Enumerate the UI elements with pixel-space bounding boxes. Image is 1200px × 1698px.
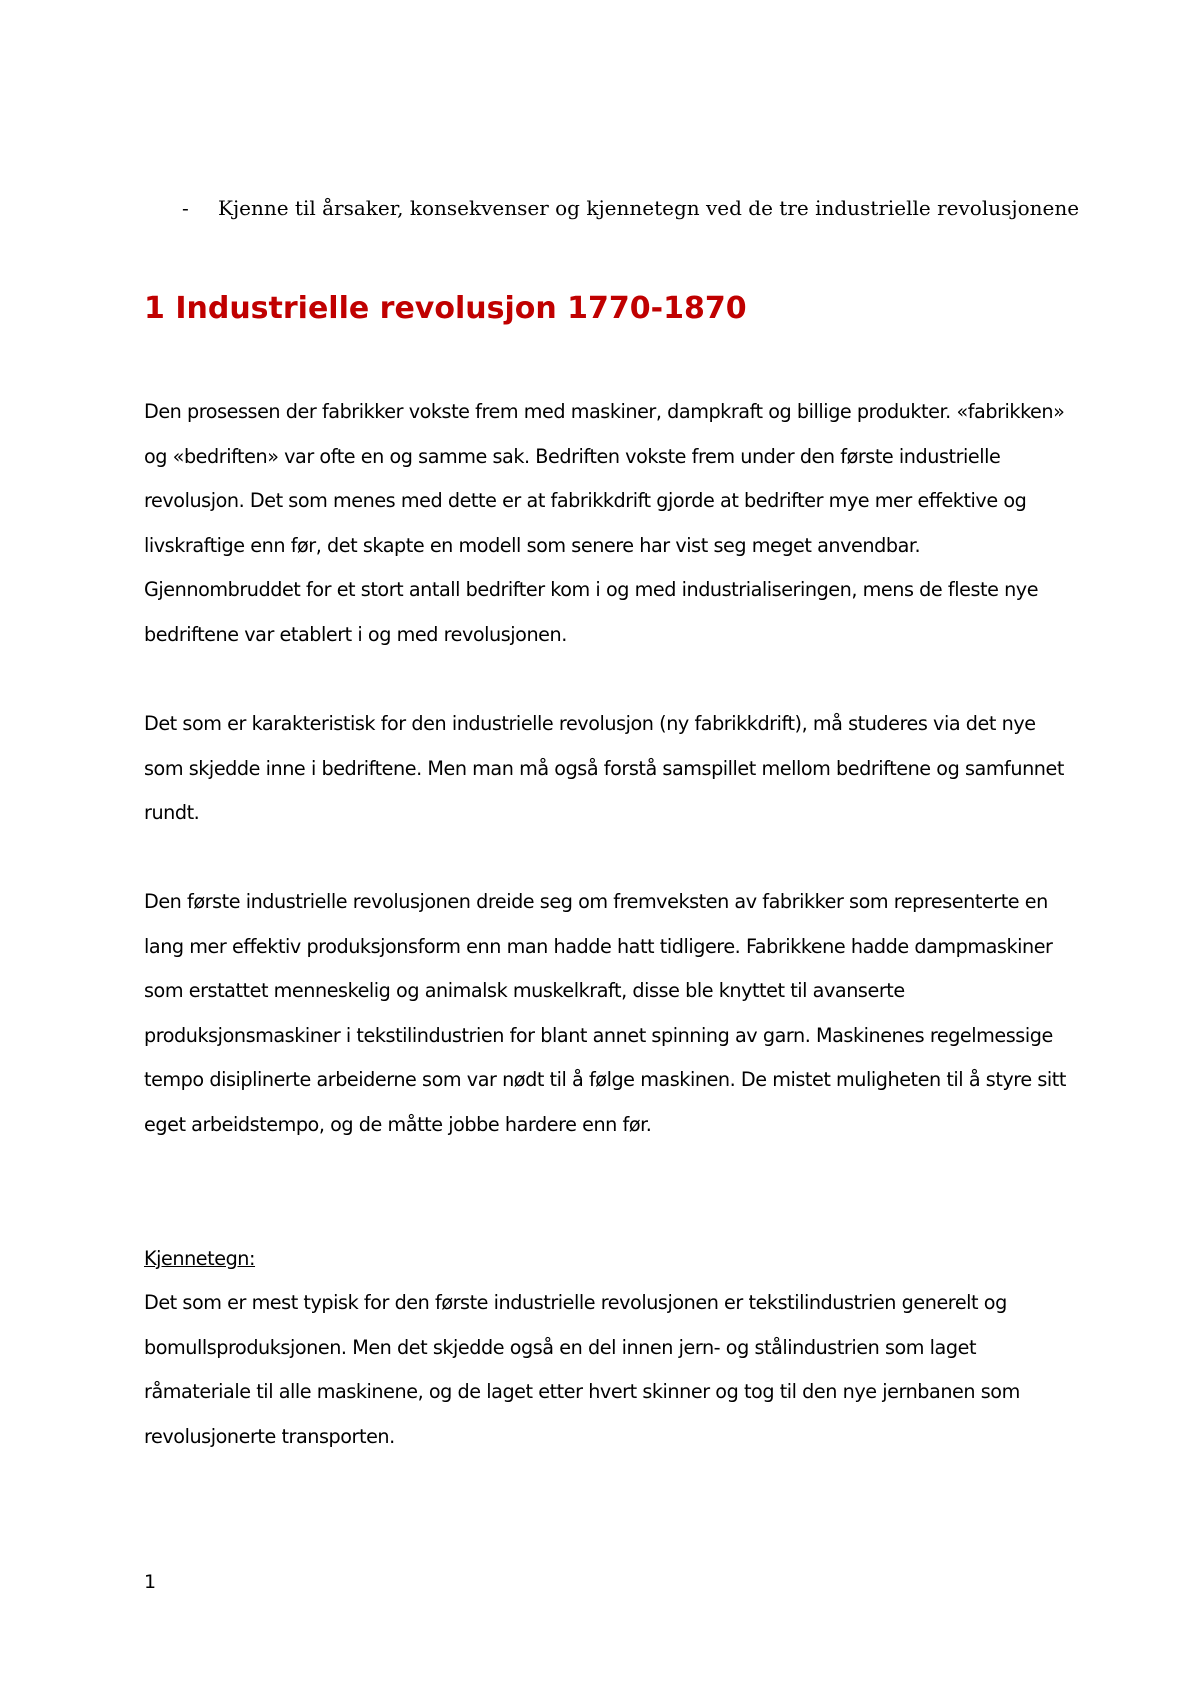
- paragraph-characteristics: Det som er karakteristisk for den industrielle revolusjon (ny fabrikkdrift), må studeres via det nye som skjedde inne i bedriftene. Men man må også forstå samspillet mellom bedriftene og samfunnet rundt.: [144, 712, 1064, 824]
- bullet-item: [182, 186, 1082, 230]
- paragraph-kjennetegn: Det som er mest typisk for den første industrielle revolusjonen er tekstilindustrien generelt og bomullsproduksjonen. Men det skjedde også en del innen jern- og stålindustrien som laget råmateriale til alle maskinene, og de laget etter hvert skinner og tog til den nye jernbanen som revolusjonerte transporten.: [144, 1291, 1020, 1448]
- paragraph-first-revolution: Den første industrielle revolusjonen dreide seg om fremveksten av fabrikker som representerte en lang mer effektiv produksjonsform enn man hadde hatt tidligere. Fabrikkene hadde dampmaskiner som erstattet menneskelig og animalsk muskelkraft, disse ble knyttet til avanserte produksjonsmaskiner i tekstilindustrien for blant annet spinning av garn. Maskinenes regelmessige tempo disiplinerte arbeiderne som var nødt til å følge maskinen. De mistet muligheten til å styre sitt eget arbeidstempo, og de måtte jobbe hardere enn før.: [144, 890, 1066, 1136]
- page-number: 1: [144, 1571, 157, 1593]
- bullet-dash-icon: -: [182, 196, 189, 220]
- section-heading: 1 Industrielle revolusjon 1770-1870: [144, 291, 747, 326]
- subheading-kjennetegn: Kjennetegn:: [144, 1247, 256, 1270]
- paragraph-intro: Den prosessen der fabrikker vokste frem med maskiner, dampkraft og billige produkter. «fabrikken» og «bedriften» var ofte en og samme sak. Bedriften vokste frem under den første industrielle revolusjon. Det som menes med dette er at fabrikkdrift gjorde at bedrifter mye mer effektive og livskraftige enn før, det skapte en modell som senere har vist seg meget anvendbar. Gjennombruddet for et stort antall bedrifter kom i og med industrialiseringen, mens de fleste nye bedriftene var etablert i og med revolusjonen.: [144, 400, 1065, 646]
- bullet-text: Kjenne til årsaker, konsekvenser og kjennetegn ved de tre industrielle revolusjonene: [218, 196, 1080, 220]
